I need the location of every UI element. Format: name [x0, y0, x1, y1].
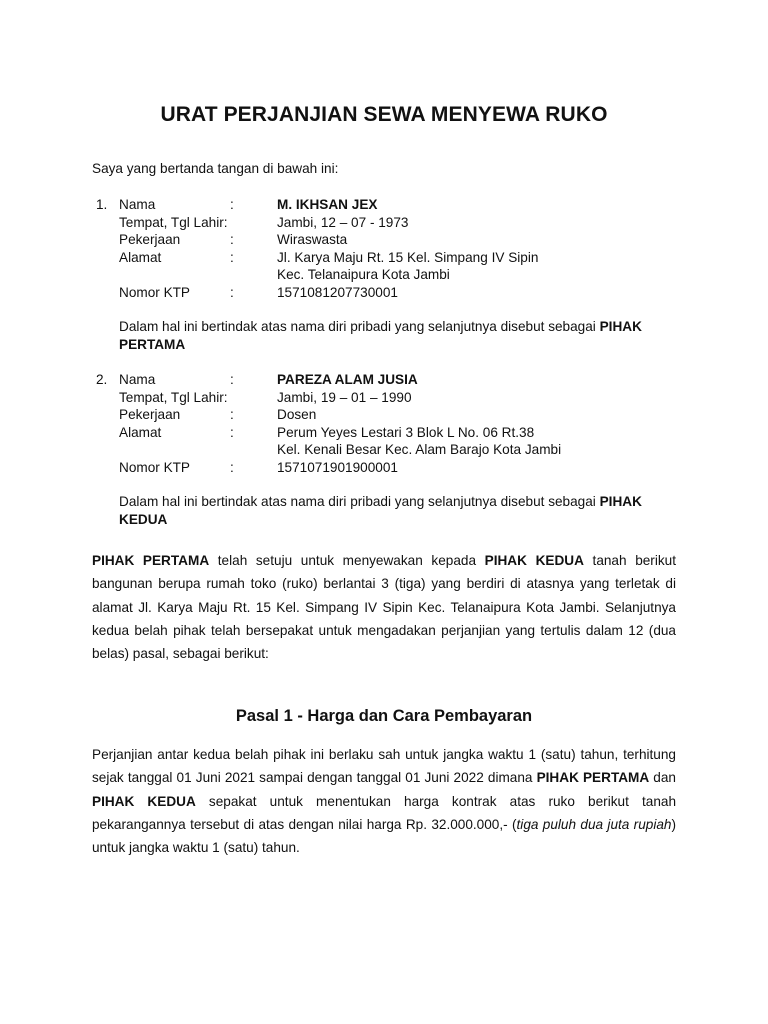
colon: :: [230, 459, 234, 475]
party-1-ktp: 1571081207730001: [277, 284, 398, 300]
colon: :: [230, 197, 234, 212]
party-2-alamat-line-1: Perum Yeyes Lestari 3 Blok L No. 06 Rt.38: [277, 424, 535, 440]
agreement-party-2: PIHAK KEDUA: [484, 553, 584, 568]
party-2-note-text: Dalam hal ini bertindak atas nama diri pribadi yang selanjutnya disebut sebagai: [119, 494, 600, 509]
party-2-pekerjaan: Dosen: [277, 407, 317, 422]
label-ttl: Tempat, Tgl Lahir:: [119, 214, 228, 230]
party-1-row-ttl: [0, 214, 768, 232]
pasal-1-party-1: PIHAK PERTAMA: [536, 770, 650, 786]
party-1-nama: M. IKHSAN JEX: [277, 197, 378, 212]
label-pekerjaan: Pekerjaan: [119, 232, 181, 247]
pasal-1-text-1: Perjanjian antar kedua belah pihak ini berlaku sah untuk jangka waktu 1 (satu) tahun, terhitung sejak tanggal 01 Juni 2021 sampai dengan tanggal 01 Juni 2022 dimana: [92, 747, 676, 786]
party-2-alamat-line-2: Kel. Kenali Besar Kec. Alam Barajo Kota Jambi: [277, 442, 562, 457]
party-2-row-pekerjaan: [0, 406, 768, 424]
label-pekerjaan: Pekerjaan: [119, 407, 181, 422]
party-1-alamat-line-2: Kec. Telanaipura Kota Jambi: [277, 267, 450, 282]
pasal-1-paragraph: [92, 743, 676, 859]
party-1-row-alamat: [0, 249, 768, 267]
label-ktp: Nomor KTP: [119, 459, 191, 475]
colon: :: [230, 424, 234, 440]
colon: :: [230, 232, 234, 247]
label-nama: Nama: [119, 197, 156, 212]
pasal-1-text-2: dan: [649, 770, 676, 786]
party-2-ktp: 1571071901900001: [277, 459, 398, 475]
pasal-1-text-3: sepakat untuk menentukan harga kontrak atas ruko berikut tanah pekarangannya tersebut di atas dengan nilai harga Rp. 32.000.000,- (: [92, 793, 677, 832]
party-2-role: PIHAK KEDUA: [119, 494, 642, 527]
party-2-number: 2.: [96, 372, 108, 387]
intro-text: Saya yang bertanda tangan di bawah ini:: [92, 161, 339, 176]
party-1-note-text: Dalam hal ini bertindak atas nama diri pribadi yang selanjutnya disebut sebagai: [119, 319, 600, 334]
party-1-pekerjaan: Wiraswasta: [277, 232, 348, 247]
party-2-nama: PAREZA ALAM JUSIA: [277, 372, 418, 387]
colon: :: [230, 372, 234, 387]
label-ktp: Nomor KTP: [119, 284, 191, 300]
label-nama: Nama: [119, 372, 156, 387]
label-ttl: Tempat, Tgl Lahir:: [119, 389, 228, 405]
colon: :: [230, 249, 234, 265]
party-1-role: PIHAK PERTAMA: [119, 319, 642, 352]
party-1-alamat-line-1: Jl. Karya Maju Rt. 15 Kel. Simpang IV Sipin: [277, 249, 539, 265]
colon: :: [230, 284, 234, 300]
party-2-row-alamat: [0, 424, 768, 442]
party-2-row-ktp: [0, 459, 768, 477]
label-alamat: Alamat: [119, 249, 162, 265]
pasal-1-amount-words: tiga puluh dua juta rupiah: [516, 816, 672, 832]
party-2-row-alamat-2: [0, 441, 768, 459]
pasal-1-party-2: PIHAK KEDUA: [92, 793, 196, 809]
label-alamat: Alamat: [119, 424, 162, 440]
party-1-note: [119, 318, 669, 354]
party-1-row-pekerjaan: [0, 231, 768, 249]
party-2-row-ttl: [0, 389, 768, 407]
agreement-paragraph: [92, 549, 676, 665]
party-1-row-ktp: [0, 284, 768, 302]
agreement-party-1: PIHAK PERTAMA: [92, 553, 210, 568]
party-2-note: [119, 493, 669, 529]
party-2-row-nama: [0, 371, 768, 389]
party-2-ttl: Jambi, 19 – 01 – 1990: [277, 389, 412, 405]
document-title: URAT PERJANJIAN SEWA MENYEWA RUKO: [160, 103, 608, 126]
colon: :: [230, 407, 234, 422]
pasal-1-heading: Pasal 1 - Harga dan Cara Pembayaran: [235, 707, 533, 725]
party-1-ttl: Jambi, 12 – 07 - 1973: [277, 214, 409, 230]
agreement-text-a: telah setuju untuk menyewakan kepada: [209, 553, 485, 568]
party-1-number: 1.: [96, 197, 108, 212]
party-1-row-nama: [0, 196, 768, 214]
party-1-row-alamat-2: [0, 266, 768, 284]
agreement-text-b: tanah berikut bangunan berupa rumah toko (ruko) berlantai 3 (tiga) yang berdiri di atasnya yang terletak di alamat Jl. Karya Maju Rt. 15 Kel. Simpang IV Sipin Kec. Telanaipura Kota Jambi. Selanjutnya kedua belah pihak telah bersepakat untuk mengadakan perjanjian yang tertulis dalam 12 (dua belas) pasal, sebagai berikut:: [92, 553, 676, 662]
pasal-1-text-4: ) untuk jangka waktu 1 (satu) tahun.: [92, 816, 676, 856]
